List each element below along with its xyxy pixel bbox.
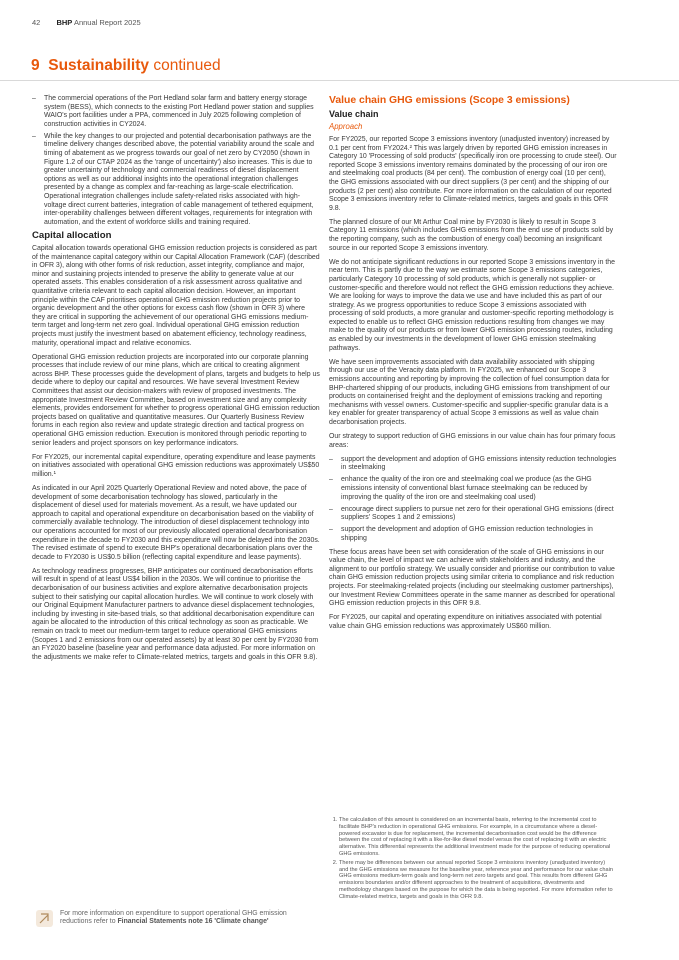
footnotes	[329, 817, 614, 903]
focus-area: – encourage direct suppliers to pursue net zero for their operational GHG emissions (direct suppliers' Scopes 1 and 2 emissions)	[329, 506, 617, 523]
value-chain-subheading: Value chain	[329, 109, 379, 119]
header-brand: BHP	[56, 18, 73, 27]
footnote: 2. There may be differences between our annual reported Scope 3 emissions inventory (unadjusted inventory) and the GHG emissions we measure for the baseline year, reference year and performance for our value chain GHG emissions medium-term goals and long-term net zero targets and goal. This results from different GHG emissions boundaries and/or different approaches to the treatment of acquisitions, divestments and methodology changes based on the purpose for which the data is being reported. For more information refer to Climate-related metrics, targets and goals in this OFR 9.8.	[339, 860, 614, 901]
focus-area: – enhance the quality of the iron ore and steelmaking coal we produce (as the GHG emissions intensity of conventional blast furnace steelmaking can be reduced by improving the quality of the iron ore and steelmaking coal used)	[329, 476, 617, 502]
approach-label: Approach	[329, 122, 363, 131]
paragraph: We do not anticipate significant reductions in our reported Scope 3 emissions inventory in the near term. This is partly due to the way we estimate some Scope 3 emissions categories, particularly Category 10 processing of sold products, which is generally not supplier- or customer-specific and therefore would not reflect the GHG emission reductions they achieve. We are looking for ways to improve the data we use and have included this as part of our strategy. As we progress opportunities to reduce Scope 3 emissions associated with processing of sold products, a more granular and customer-specific reporting methodology is expected to enable us to reflect GHG emission reductions resulting from changes we may make to the quality of our products or from lower GHG emission processing routes, including as enabled by our investments in the development of lower GHG emission steelmaking pathways.	[329, 258, 616, 352]
focus-area: – support the development and adoption of GHG emission reduction technologies in shipping	[329, 526, 617, 543]
paragraph: For FY2025, our reported Scope 3 emissions inventory (unadjusted inventory) increased by 0.1 per cent from FY2024.² This was largely driven by reported GHG emission increases in Category 10 'Processing of sold products' (specifically iron ore processing to crude steel). Our reported Scope 3 emissions inventory remains dominated by the processing of our iron ore and steelmaking coal products (84 per cent). The combustion of energy coal (10 per cent), the GHG emissions associated with our direct suppliers (3 per cent) and the shipping of our products (2 per cent) also contribute. For more information on the calculation of our reported Scope 3 emissions inventory refer to Climate-related metrics, targets and goals in this OFR 9.8.	[329, 136, 617, 212]
note-text: For more information on expenditure to support operational GHG emission reductions refer to	[60, 910, 287, 926]
paragraph: Capital allocation towards operational GHG emission reduction projects is considered as part of the maintenance capital category within our Capital Allocation Framework (CAF) (described in OFR 3), along with other forms of risk reduction, asset integrity, compliance and major, minor and sustaining projects intended to preserve the ability to generate value at our operated assets. This enables consideration of a risk assessment across qualitative and quantitative criteria relevant to each capital allocation decision. However, an important principle within the CAF prioritises operational GHG emission reduction projects prior to organic development and the other options for excess cash flow (shown in OFR 3) where they are critical in supporting the achievement of our operational GHG emissions medium-term target and long-term net zero goal. Individual operational GHG emission reduction projects must justify the investment based on abatement efficiency, technology readiness, maturity, operational impact and relative economics.	[32, 245, 320, 347]
footnote: 1. The calculation of this amount is considered on an incremental basis, referring to the incremental cost to facilitate BHP's reduction in operational GHG emissions. For example, in a circumstance where a diesel-powered excavator is due for replacement, the incremental decarbonisation cost would be the difference between the cost of replacing it with a like-for-like diesel model versus the cost of replacing it with an electric alternative. This differential represents the additional investment made for the purpose of reducing operational GHG emissions.	[339, 817, 614, 858]
paragraph: The planned closure of our Mt Arthur Coal mine by FY2030 is likely to result in Scope 3 Category 11 emissions (which includes GHG emissions from the end use of products sold by the reporting company, such as the combustion of energy coal) becoming an insignificant source in our reported Scope 3 emissions inventory.	[329, 218, 614, 252]
section-name: Sustainability	[48, 57, 150, 74]
page-number: 42	[32, 18, 41, 27]
capital-allocation-heading: Capital allocation	[32, 230, 112, 242]
paragraph: As technology readiness progresses, BHP anticipates our continued decarbonisation efforts will result in spend of at least US$4 billion in the 2030s. We will continue to prioritise the decarbonisation of our business activities and explore alternative decarbonisation projects subject to their satisfying our capital allocation hurdles. We will continue to work closely with our Original Equipment Manufacturer partners to advance diesel displacement technologies, including by investing in site-based trials, so that additional decarbonisation expenditure can again be allocated to the introduction of this critical technology as soon as practicable. We remain on track to meet our medium-term target to reduce operational GHG emissions (Scopes 1 and 2 emissions from our operated assets) by at least 30 per cent by FY2030 from an FY2020 baseline (baseline year and performance data adjusted. For more information on the adjustments we make refer to Climate-related metrics, targets and goals in this OFR 9.8).	[32, 567, 319, 661]
focus-area: – support the development and adoption of GHG emissions intensity reduction technologies in steelmaking	[329, 456, 617, 473]
header-report: Annual Report 2025	[73, 18, 141, 27]
right-column	[329, 95, 617, 637]
focus-area-list	[329, 456, 617, 544]
section-number: 9	[31, 57, 40, 74]
left-bullet-list	[32, 95, 320, 227]
note-link[interactable]: Financial Statements note 16 'Climate change'	[117, 918, 269, 926]
title-divider	[0, 80, 679, 81]
paragraph: We have seen improvements associated with data availability associated with shipping through our use of the Veracity data platform. In FY2025, we enhanced our Scope 3 emissions accounting and reporting by improving the collection of fuel consumption data for BHP-chartered shipping of our products, including GHG emissions from transhipment of our products on containerised freight and the deployment of emissions tracking and reporting mechanisms with vessel owners. Customer-specific and supplier-specific granular data is a key enabler for greater transparency of actual Scope 3 emissions as well as value chain decarbonisation projects.	[329, 358, 611, 426]
paragraph: Our strategy to support reduction of GHG emissions in our value chain has four primary focus areas:	[329, 433, 616, 449]
paragraph: Operational GHG emission reduction projects are incorporated into our corporate planning processes that include review of our mine plans, which are critical to creating alignment across BHP. These processes guide the development of plans, targets and budgets to help us decide where to deploy our capital and resources. We have several Investment Review Committees that assist our decision-makers with review of proposed investments. The appropriate Investment Review Committee, based on investment size and any complexity elements, provides endorsement for whether to progress operational GHG emission reduction projects based on qualitative and quantitative measures. Our Quarterly Business Review forums in each region also review and update strategic direction and tactical progress on operational GHG emission reduction. Execution is monitored through periodic reporting to senior leaders and project sponsors on key performance indicators.	[32, 353, 320, 447]
paragraph: For FY2025, our capital and operating expenditure on initiatives associated with potential value chain GHG emission reductions was approximately US$60 million.	[329, 614, 602, 630]
left-bullet: – The commercial operations of the Port Hedland solar farm and battery energy storage system (BESS), which connects to the existing Port Hedland power station and supplies WAIO's port facilities under a PPA, commenced in July 2025 following completion of construction activities in CY2024.	[32, 95, 320, 129]
left-bullet: – While the key changes to our projected and potential decarbonisation pathways are the timeline delivery changes described above, the potential variability around the scale and timing of abatement as we progress towards our goal of net zero by CY2050 (shown in Figure 1.2 of our CTAP 2024 as the 'range of uncertainty') also increases. This is due to greater uncertainty of technology and commercial readiness of diesel displacement options as well as our additional insights into the operational integration challenges presented by a change as complex and far-reaching as large-scale electrification. Operational integration challenges include safety-related risks associated with high-voltage direct current batteries, integration of cable management of tethered equipment, inter-operability challenges between different voltages, requirements for integration with automation, and the extent of workforce skills and training required.	[32, 133, 320, 228]
paragraph: As indicated in our April 2025 Quarterly Operational Review and noted above, the pace of development of some decarbonisation technology has slowed, particularly in the displacement of diesel used for materials movement. As a result, we have updated our approach to capital and operational expenditure on decarbonisation based on the viability of commercially available technology. The introduction of diesel displacement technology into our operations accounted for most of our previously allocated operational decarbonisation expenditure in the decade to FY2030 and this expenditure will now be delayed into the 2030s. The revised estimate of spend to execute BHP's operational decarbonisation plans over the decade to FY2030 is US$0.5 billion (reflecting capital expenditure and lease payments).	[32, 484, 320, 561]
left-column	[32, 95, 320, 668]
value-chain-heading: Value chain GHG emissions (Scope 3 emissions)	[329, 95, 570, 106]
section-continued: continued	[153, 57, 221, 74]
section-title	[31, 57, 221, 75]
running-header	[32, 18, 141, 27]
external-link-icon[interactable]	[36, 910, 53, 927]
paragraph: These focus areas have been set with consideration of the scale of GHG emissions in our value chain, the level of impact we can achieve with stakeholders and industry, and the alignment to our portfolio strategy. We usually consider and prioritise our contribution to value chain GHG emission reduction projects using similar criteria to compliance and risk reduction projects. For steelmaking-related projects (including our steelmaking customer partnerships), our Investment Review Committees operate in the same manner as described for operational GHG emission reduction projects in this OFR 9.8.	[329, 548, 615, 608]
more-info-text	[60, 910, 315, 927]
paragraph: For FY2025, our incremental capital expenditure, operating expenditure and lease payments on initiatives associated with operational GHG emission reductions was approximately US$50 million.¹	[32, 453, 320, 478]
